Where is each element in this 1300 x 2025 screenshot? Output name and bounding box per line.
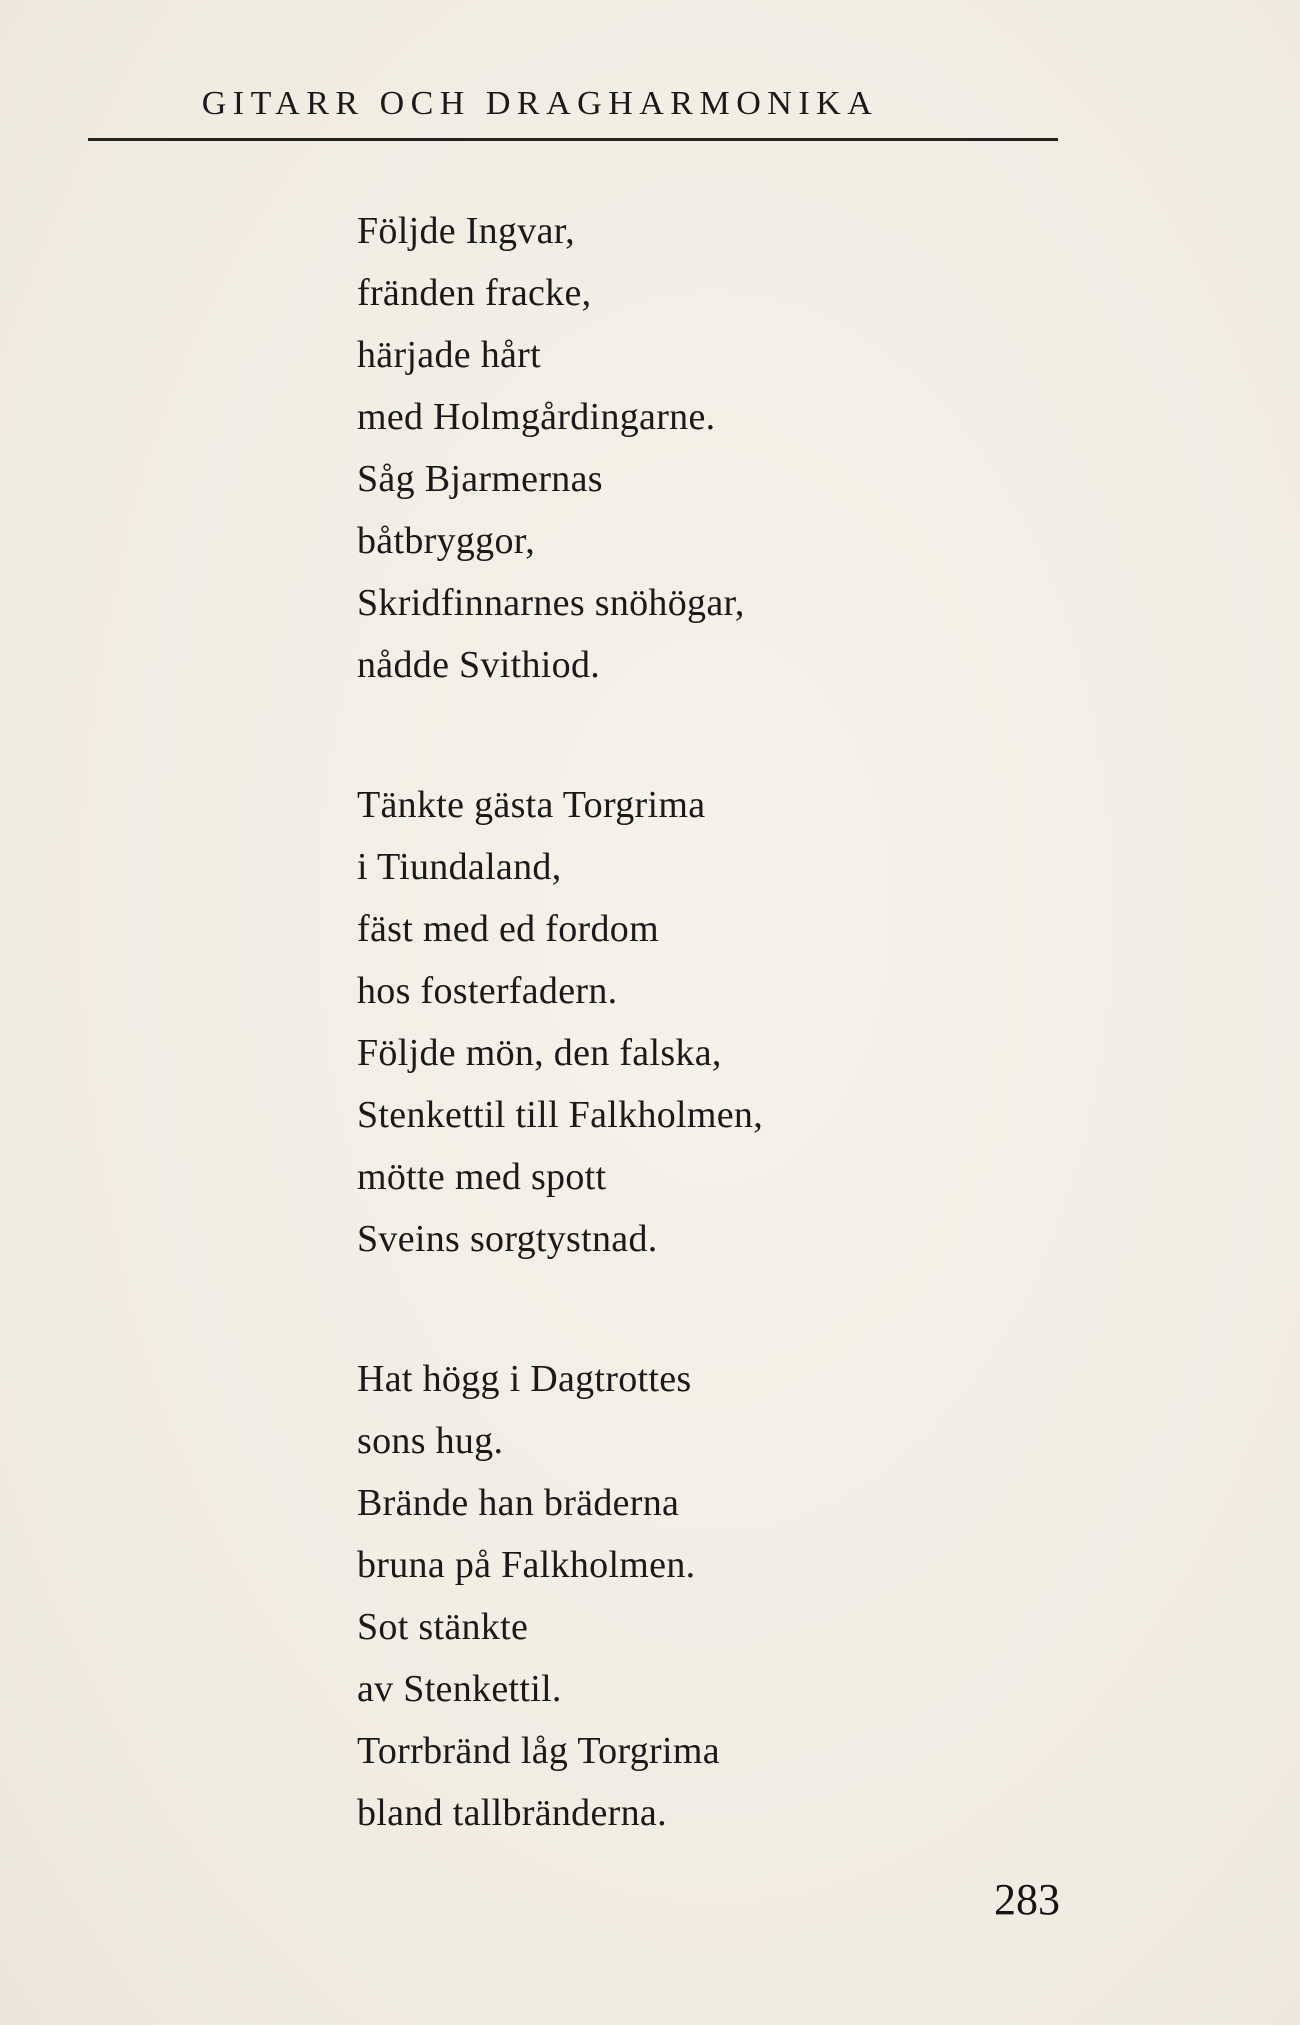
- verse-line: sons hug.: [357, 1420, 504, 1462]
- verse-line: fäst med ed fordom: [357, 908, 659, 950]
- verse-line: mötte med spott: [357, 1156, 607, 1198]
- verse-line: fränden fracke,: [357, 272, 592, 314]
- verse-line: Stenkettil till Falkholmen,: [357, 1094, 764, 1136]
- verse-line: härjade hårt: [357, 334, 541, 376]
- verse-line: i Tiundaland,: [357, 846, 562, 888]
- verse-line: nådde Svithiod.: [357, 644, 601, 686]
- verse-line: av Stenkettil.: [357, 1668, 562, 1710]
- verse-line: Tänkte gästa Torgrima: [357, 784, 706, 826]
- verse-line: med Holmgårdingarne.: [357, 396, 716, 438]
- verse-line: bruna på Falkholmen.: [357, 1544, 696, 1586]
- header-rule: [88, 138, 1058, 141]
- verse-line: Såg Bjarmernas: [357, 458, 603, 500]
- page-header: [88, 82, 1058, 126]
- verse-line: båtbryggor,: [357, 520, 536, 562]
- verse-line: Sot stänkte: [357, 1606, 529, 1648]
- verse-line: hos fosterfadern.: [357, 970, 618, 1012]
- verse-line: Torrbränd låg Torgrima: [357, 1730, 720, 1772]
- poem: [357, 200, 1117, 1922]
- running-title: GITARR OCH DRAGHARMONIKA: [201, 85, 879, 122]
- verse-line: Följde mön, den falska,: [357, 1032, 722, 1074]
- stanza-2: [357, 774, 1117, 1270]
- verse-line: Brände han bräderna: [357, 1482, 680, 1524]
- stanza-3: [357, 1348, 1117, 1844]
- stanza-1: [357, 200, 1117, 696]
- verse-line: bland tallbränderna.: [357, 1792, 667, 1834]
- verse-line: Sveins sorgtystnad.: [357, 1218, 658, 1260]
- verse-line: Hat högg i Dagtrottes: [357, 1358, 692, 1400]
- verse-line: Följde Ingvar,: [357, 210, 575, 252]
- page-number: 283: [994, 1875, 1060, 1924]
- verse-line: Skridfinnarnes snöhögar,: [357, 582, 745, 624]
